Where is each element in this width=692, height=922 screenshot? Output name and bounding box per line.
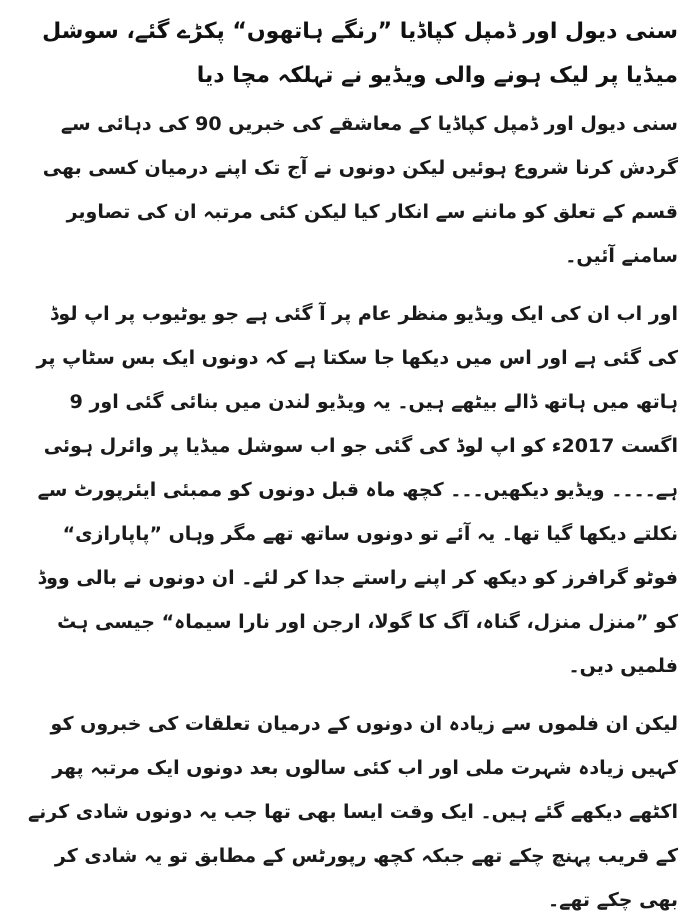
article-paragraph-3: لیکن ان فلموں سے زیادہ ان دونوں کے درمیان تعلقات کی خبروں کو کہیں زیادہ شہرت ملی اور اب کئی سالوں بعد دونوں ایک مرتبہ پھر اکٹھے دیکھے گئے ہیں۔ ایک وقت ایسا بھی تھا جب یہ دونوں شادی کرنے کے قریب پہنچ چکے تھے جبکہ کچھ رپورٹس کے مطابق تو یہ شادی کر بھی چکے تھے۔ xyxy=(28,713,678,911)
article-paragraph-2: اور اب ان کی ایک ویڈیو منظر عام پر آ گئی ہے جو یوٹیوب پر اپ لوڈ کی گئی ہے اور اس میں دیکھا جا سکتا ہے کہ دونوں ایک بس سٹاپ پر ہاتھ میں ہاتھ ڈالے بیٹھے ہیں۔ یہ ویڈیو لندن میں بنائی گئی اور 9 اگست 2017ء کو اپ لوڈ کی گئی جو اب سوشل میڈیا پر وائرل ہوئی ہے۔۔۔۔ ویڈیو دیکھیں۔۔۔ کچھ ماہ قبل دونوں کو ممبئی ایئرپورٹ سے نکلتے دیکھا گیا تھا۔ یہ آئے تو دونوں ساتھ تھے مگر وہاں ”پاپارازی“ فوٹو گرافرز کو دیکھ کر اپنے راستے جدا کر لئے۔ ان دونوں نے بالی ووڈ کو ”منزل منزل، گناہ، آگ کا گولا، ارجن اور نارا سیماہ“ جیسی ہٹ فلمیں دیں۔ xyxy=(36,303,678,677)
article-paragraph-1: سنی دیول اور ڈمپل کپاڈیا کے معاشقے کی خبریں 90 کی دہائی سے گردش کرنا شروع ہوئیں لیکن دونوں نے آج تک اپنے درمیان کسی بھی قسم کے تعلق کو ماننے سے انکار کیا لیکن کئی مرتبہ ان کی تصاویر سامنے آئیں۔ xyxy=(42,113,678,267)
article-headline: سنی دیول اور ڈمپل کپاڈیا ”رنگے ہاتھوں“ پکڑے گئے، سوشل میڈیا پر لیک ہونے والی ویڈیو نے تہلکہ مچا دیا xyxy=(42,19,678,88)
